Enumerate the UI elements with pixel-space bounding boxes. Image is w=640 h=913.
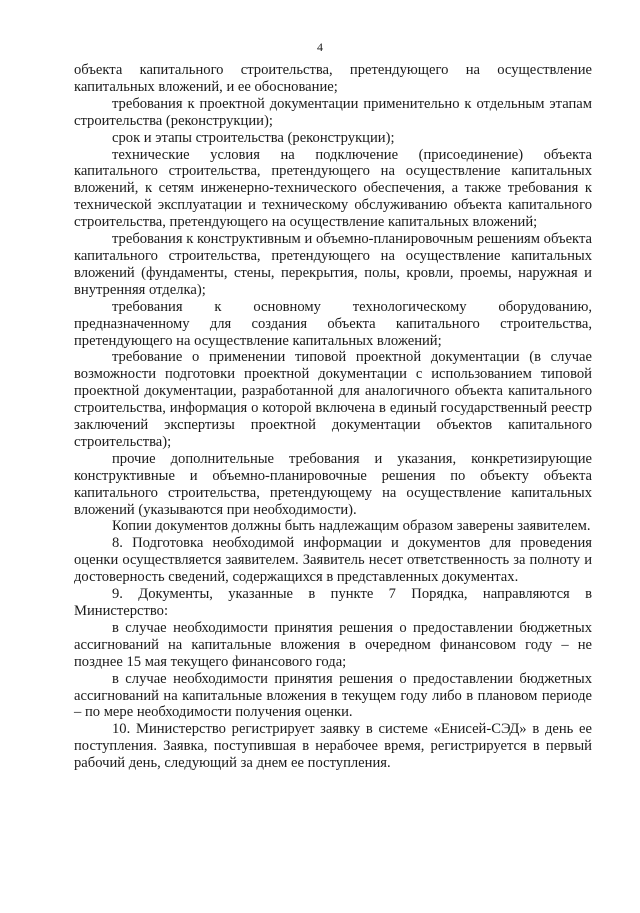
paragraph-technical-conditions: технические условия на подключение (присоединение) объекта капитального строительства, претендующего на осуществление капитальных вложений, к сетям инженерно-технического обеспечения, а также требования к технической эксплуатации и техническому обслуживанию объекта капитального строительства, претендующего на осуществление капитальных вложений; — [74, 146, 592, 231]
paragraph-equipment-requirements: требования к основному технологическому оборудованию, предназначенному для создания объекта капитального строительства, претендующего на осуществление капитальных вложений; — [74, 298, 592, 349]
page-number: 4 — [317, 40, 323, 54]
paragraph-typical-documentation: требование о применении типовой проектной документации (в случае возможности подготовки проектной документации с использованием типовой проектной документации, разработанной для аналогичного объекта капитального строительства, информация о которой включена в единый государственный реестр заключений экспертизы проектной документации объектов капитального строительства); — [74, 349, 592, 450]
paragraph-current-year-deadline: в случае необходимости принятия решения о предоставлении бюджетных ассигнований на капитальные вложения в текущем году либо в плановом периоде – по мере необходимости получения оценки. — [74, 670, 592, 721]
paragraph-item-10: 10. Министерство регистрирует заявку в системе «Енисей-СЭД» в день ее поступления. Заявка, поступившая в нерабочее время, регистрируется в первый рабочий день, следующий за днем ее поступления. — [74, 721, 592, 772]
paragraph-design-requirements: требования к проектной документации применительно к отдельным этапам строительства (реконструкции); — [74, 95, 592, 129]
paragraph-next-year-deadline: в случае необходимости принятия решения о предоставлении бюджетных ассигнований на капитальные вложения в очередном финансовом году – не позднее 15 мая текущего финансового года; — [74, 619, 592, 670]
paragraph-construction-terms: срок и этапы строительства (реконструкции); — [112, 129, 395, 146]
paragraph-item-8: 8. Подготовка необходимой информации и документов для проведения оценки осуществляется заявителем. Заявитель несет ответственность за полноту и достоверность сведений, содержащихся в представленных документах. — [74, 535, 592, 586]
document-body — [74, 62, 592, 772]
paragraph-continuation: объекта капитального строительства, претендующего на осуществление капитальных вложений, и ее обоснование; — [74, 62, 592, 95]
paragraph-structural-requirements: требования к конструктивным и объемно-планировочным решениям объекта капитального строительства, претендующего на осуществление капитальных вложений (фундаменты, стены, перекрытия, полы, кровли, проемы, наружная и внутренняя отделка); — [74, 231, 592, 298]
paragraph-document-copies: Копии документов должны быть надлежащим образом заверены заявителем. — [112, 518, 591, 535]
paragraph-item-9: 9. Документы, указанные в пункте 7 Порядка, направляются в Министерство: — [74, 586, 592, 619]
paragraph-additional-requirements: прочие дополнительные требования и указания, конкретизирующие конструктивные и объемно-планировочные решения по объекту объекта капитального строительства, претендующему на осуществление капитальных вложений (указываются при необходимости). — [74, 450, 592, 518]
